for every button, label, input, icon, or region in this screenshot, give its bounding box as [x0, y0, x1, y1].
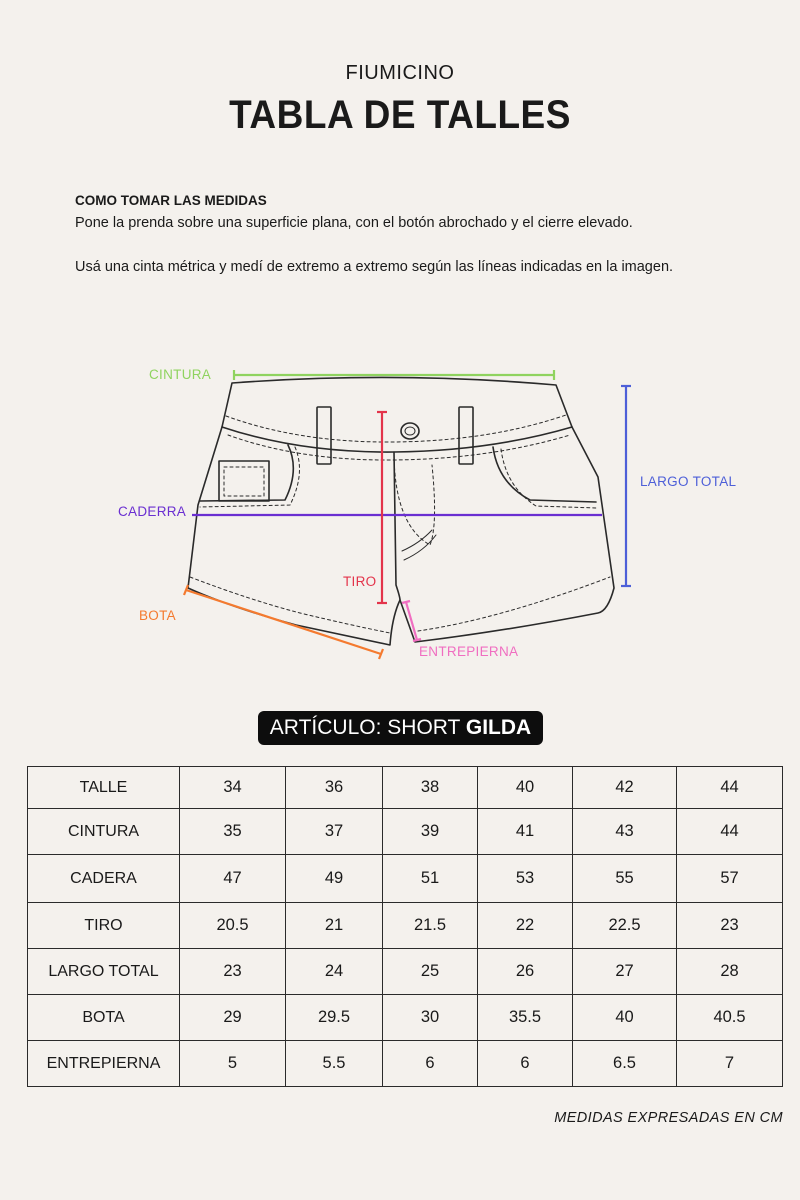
table-cell: 51	[383, 855, 478, 903]
units-footnote: MEDIDAS EXPRESADAS EN CM	[554, 1110, 783, 1126]
table-cell: 40	[478, 767, 573, 809]
button	[401, 423, 419, 439]
row-label: CINTURA	[28, 809, 180, 855]
table-cell: 35	[180, 809, 286, 855]
table-cell: 21.5	[383, 903, 478, 949]
table-cell: 29	[180, 995, 286, 1041]
table-row	[28, 767, 783, 809]
row-label: TALLE	[28, 767, 180, 809]
largo-total-line	[621, 386, 631, 586]
article-title-badge	[258, 711, 543, 745]
instructions-paragraph-1: Pone la prenda sobre una superficie plana, con el botón abrochado y el cierre elevado.	[75, 215, 633, 231]
table-cell: 22	[478, 903, 573, 949]
table-cell: 36	[286, 767, 383, 809]
table-cell: 5	[180, 1041, 286, 1087]
label-cintura: CINTURA	[149, 367, 212, 382]
table-cell: 28	[677, 949, 783, 995]
table-cell: 30	[383, 995, 478, 1041]
hem-right	[418, 577, 610, 631]
row-label: CADERA	[28, 855, 180, 903]
table-row	[28, 809, 783, 855]
table-cell: 57	[677, 855, 783, 903]
table-cell: 39	[383, 809, 478, 855]
row-label: ENTREPIERNA	[28, 1041, 180, 1087]
shorts-outline	[188, 377, 614, 645]
table-cell: 44	[677, 809, 783, 855]
table-cell: 34	[180, 767, 286, 809]
instructions-paragraph-2: Usá una cinta métrica y medí de extremo a extremo según las líneas indicadas en la imagen.	[75, 259, 674, 275]
table-cell: 22.5	[573, 903, 677, 949]
table-cell: 29.5	[286, 995, 383, 1041]
table-cell: 25	[383, 949, 478, 995]
table-cell: 42	[573, 767, 677, 809]
table-cell: 21	[286, 903, 383, 949]
size-table	[27, 766, 783, 1087]
bota-line	[184, 585, 383, 659]
table-cell: 23	[677, 903, 783, 949]
table-cell: 6.5	[573, 1041, 677, 1087]
table-cell: 49	[286, 855, 383, 903]
table-row	[28, 1041, 783, 1087]
label-largo-total: LARGO TOTAL	[640, 474, 737, 489]
table-cell: 26	[478, 949, 573, 995]
table-cell: 35.5	[478, 995, 573, 1041]
table-cell: 38	[383, 767, 478, 809]
table-cell: 37	[286, 809, 383, 855]
table-cell: 27	[573, 949, 677, 995]
instructions-heading: COMO TOMAR LAS MEDIDAS	[75, 193, 267, 208]
table-cell: 20.5	[180, 903, 286, 949]
table-cell: 53	[478, 855, 573, 903]
table-cell: 6	[383, 1041, 478, 1087]
entrepierna-line	[402, 601, 421, 641]
table-row	[28, 903, 783, 949]
page-title: TABLA DE TALLES	[229, 92, 571, 137]
table-cell: 7	[677, 1041, 783, 1087]
article-prefix: ARTÍCULO: SHORT	[269, 716, 461, 739]
belt-loop-left	[317, 407, 331, 464]
label-bota: BOTA	[139, 608, 176, 623]
table-cell: 40.5	[677, 995, 783, 1041]
article-name: GILDA	[465, 716, 532, 739]
table-row	[28, 995, 783, 1041]
table-cell: 47	[180, 855, 286, 903]
label-entrepierna: ENTREPIERNA	[419, 644, 519, 659]
table-cell: 44	[677, 767, 783, 809]
table-cell: 5.5	[286, 1041, 383, 1087]
label-caderra: CADERRA	[118, 504, 187, 519]
table-row	[28, 855, 783, 903]
table-cell: 24	[286, 949, 383, 995]
table-cell: 41	[478, 809, 573, 855]
brand-name: FIUMICINO	[345, 62, 455, 84]
label-tiro: TIRO	[343, 574, 377, 589]
row-label: TIRO	[28, 903, 180, 949]
cintura-line	[234, 370, 554, 380]
table-cell: 40	[573, 995, 677, 1041]
row-label: LARGO TOTAL	[28, 949, 180, 995]
measuring-instructions	[75, 190, 755, 278]
table-cell: 23	[180, 949, 286, 995]
table-cell: 55	[573, 855, 677, 903]
tiro-line	[377, 412, 387, 603]
table-row	[28, 949, 783, 995]
shorts-measurement-diagram	[0, 355, 800, 675]
row-label: BOTA	[28, 995, 180, 1041]
table-cell: 6	[478, 1041, 573, 1087]
table-cell: 43	[573, 809, 677, 855]
